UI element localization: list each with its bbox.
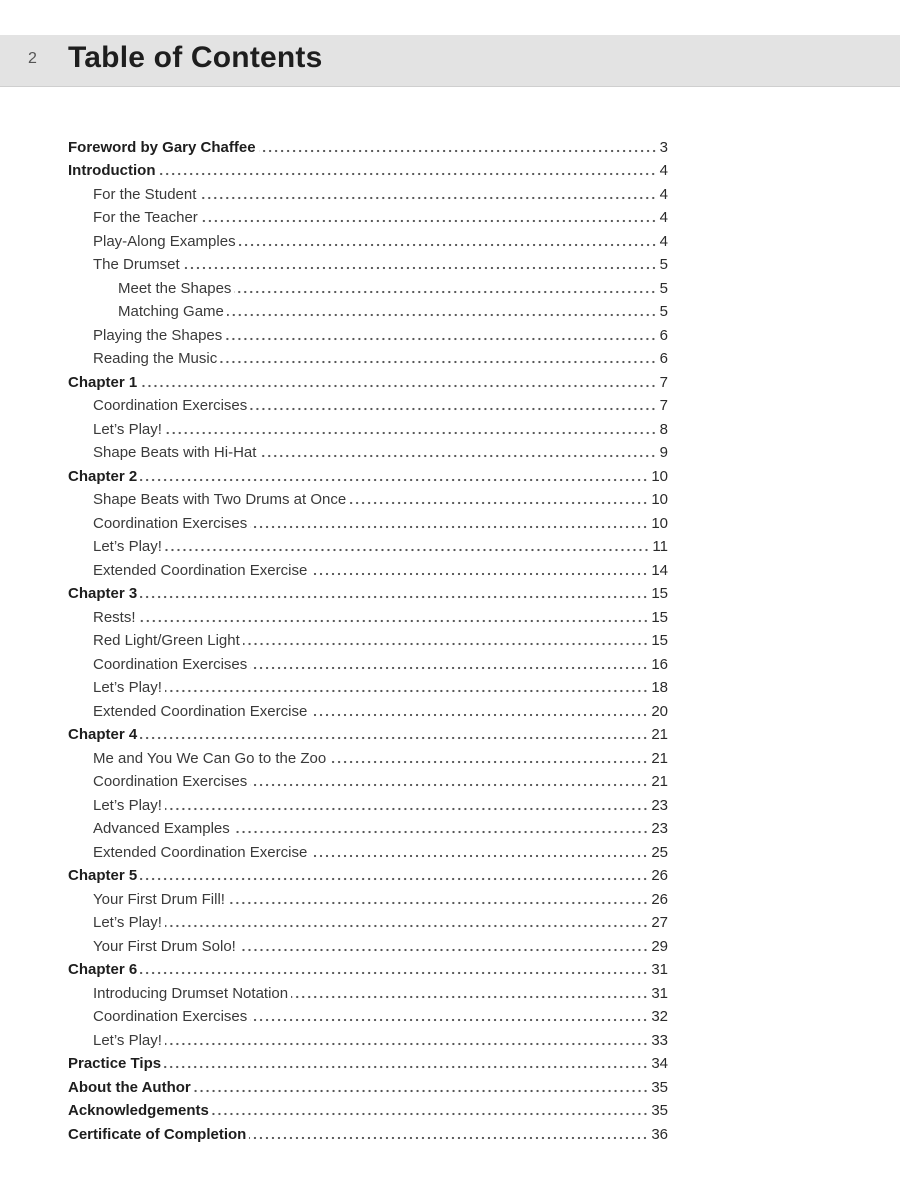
toc-entry[interactable] xyxy=(68,697,668,721)
toc-entry[interactable] xyxy=(68,133,668,157)
toc-entry-page: 20 xyxy=(651,702,668,720)
toc-entry[interactable] xyxy=(68,1050,668,1074)
toc-entry-title: Let’s Play! xyxy=(93,796,162,814)
toc-entry-page: 36 xyxy=(651,1125,668,1143)
toc-entry[interactable] xyxy=(68,956,668,980)
toc-entry-page: 10 xyxy=(651,491,668,508)
toc-entry[interactable] xyxy=(68,462,668,486)
toc-entry[interactable] xyxy=(68,1026,668,1050)
toc-entry[interactable] xyxy=(68,909,668,933)
toc-entry-page: 4 xyxy=(659,162,668,179)
dot-leader xyxy=(234,290,656,294)
toc-entry-page: 35 xyxy=(651,1102,668,1119)
toc-entry-page: 31 xyxy=(651,961,668,978)
dot-leader xyxy=(194,1089,649,1093)
toc-entry-page: 5 xyxy=(659,279,668,297)
toc-entry[interactable] xyxy=(68,744,668,768)
toc-entry-page: 10 xyxy=(651,514,668,532)
dot-leader xyxy=(259,149,657,153)
toc-entry[interactable] xyxy=(68,815,668,839)
dot-leader xyxy=(310,854,648,858)
toc-entry-title: Let’s Play! xyxy=(93,1031,162,1049)
toc-entry-page: 15 xyxy=(651,585,668,602)
dot-leader xyxy=(139,619,649,623)
toc-entry-title: Coordination Exercises xyxy=(93,514,248,532)
toc-entry[interactable] xyxy=(68,157,668,181)
dot-leader xyxy=(199,196,656,200)
dot-leader xyxy=(310,572,648,576)
toc-entry-page: 34 xyxy=(651,1055,668,1072)
toc-entry-page: 26 xyxy=(651,890,668,908)
toc-entry-title: Extended Coordination Exercise xyxy=(93,561,308,579)
dot-leader xyxy=(158,172,656,176)
toc-entry-title: For the Student xyxy=(93,185,197,203)
toc-entry-title: Extended Coordination Exercise xyxy=(93,702,308,720)
toc-entry-title: Coordination Exercises xyxy=(93,655,248,673)
toc-entry[interactable] xyxy=(68,932,668,956)
toc-entry-page: 11 xyxy=(652,538,668,555)
toc-entry-page: 32 xyxy=(651,1008,668,1025)
toc-entry[interactable] xyxy=(68,1097,668,1121)
toc-entry[interactable] xyxy=(68,180,668,204)
toc-entry-title: Your First Drum Fill! xyxy=(93,890,225,908)
dot-leader xyxy=(228,901,648,905)
dot-leader xyxy=(220,360,656,364)
dot-leader xyxy=(249,1136,648,1140)
dot-leader xyxy=(165,548,649,552)
toc-entry-page: 21 xyxy=(651,749,668,767)
toc-entry-title: About the Author xyxy=(68,1078,191,1096)
toc-entry-title: Chapter 2 xyxy=(68,467,138,485)
dot-leader xyxy=(140,595,648,599)
dot-leader xyxy=(259,454,656,458)
dot-leader xyxy=(140,736,648,740)
toc-entry[interactable] xyxy=(68,791,668,815)
toc-entry[interactable] xyxy=(68,979,668,1003)
dot-leader xyxy=(225,337,656,341)
dot-leader xyxy=(250,1018,648,1022)
toc-entry-title: Extended Coordination Exercise xyxy=(93,843,308,861)
toc-entry-title: Playing the Shapes xyxy=(93,326,223,344)
toc-entry[interactable] xyxy=(68,321,668,345)
toc-entry-title: Rests! xyxy=(93,608,136,626)
dot-leader xyxy=(140,384,656,388)
dot-leader xyxy=(329,760,648,764)
toc-entry[interactable] xyxy=(68,274,668,298)
toc-entry[interactable] xyxy=(68,556,668,580)
toc-entry[interactable] xyxy=(68,838,668,862)
toc-entry[interactable] xyxy=(68,1073,668,1097)
toc-entry-page: 4 xyxy=(659,185,668,203)
toc-entry-title: Shape Beats with Hi-Hat xyxy=(93,444,257,461)
toc-entry-title: Let’s Play! xyxy=(93,914,162,931)
toc-entry[interactable] xyxy=(68,768,668,792)
dot-leader xyxy=(140,877,648,881)
toc-entry-page: 29 xyxy=(651,937,668,955)
toc-entry-title: Introducing Drumset Notation xyxy=(93,984,289,1002)
toc-entry-title: Advanced Examples xyxy=(93,820,230,837)
toc-entry[interactable] xyxy=(68,509,668,533)
dot-leader xyxy=(239,243,657,247)
toc-entry-page: 15 xyxy=(651,632,668,649)
dot-leader xyxy=(165,689,648,693)
dot-leader xyxy=(310,713,648,717)
toc-entry-title: Let’s Play! xyxy=(93,538,162,555)
dot-leader xyxy=(291,995,648,999)
toc-entry-title: For the Teacher xyxy=(93,209,198,226)
dot-leader xyxy=(227,313,657,317)
dot-leader xyxy=(164,1065,648,1069)
toc-entry[interactable] xyxy=(68,392,668,416)
toc-entry-page: 9 xyxy=(659,444,668,461)
dot-leader xyxy=(349,501,648,505)
toc-entry-title: Certificate of Completion xyxy=(68,1125,247,1143)
toc-entry-title: Chapter 6 xyxy=(68,961,138,978)
toc-entry[interactable] xyxy=(68,674,668,698)
toc-entry[interactable] xyxy=(68,862,668,886)
toc-entry-page: 7 xyxy=(659,373,668,391)
toc-entry-title: Let’s Play! xyxy=(93,679,162,696)
toc-entry-title: The Drumset xyxy=(93,256,180,273)
dot-leader xyxy=(165,807,648,811)
dot-leader xyxy=(250,525,648,529)
toc-entry-title: Foreword by Gary Chaffee xyxy=(68,138,256,156)
toc-entry[interactable] xyxy=(68,627,668,651)
toc-entry-title: Coordination Exercises xyxy=(93,397,248,414)
toc-entry-page: 35 xyxy=(651,1078,668,1096)
toc-entry-page: 5 xyxy=(659,256,668,273)
toc-entry-page: 5 xyxy=(659,303,668,320)
dot-leader xyxy=(165,1042,648,1046)
toc-entry-page: 10 xyxy=(651,467,668,485)
toc-entry-page: 4 xyxy=(659,209,668,226)
toc-entry-page: 25 xyxy=(651,843,668,861)
toc-entry-title: Matching Game xyxy=(118,303,224,320)
toc-entry[interactable] xyxy=(68,227,668,251)
table-of-contents xyxy=(68,133,668,1144)
toc-entry[interactable] xyxy=(68,204,668,228)
toc-entry-title: Meet the Shapes xyxy=(118,279,232,297)
toc-entry-title: Chapter 3 xyxy=(68,585,138,602)
toc-entry[interactable] xyxy=(68,345,668,369)
toc-entry-page: 6 xyxy=(659,350,668,367)
toc-entry-page: 21 xyxy=(651,726,668,743)
dot-leader xyxy=(212,1112,648,1116)
toc-entry[interactable] xyxy=(68,603,668,627)
dot-leader xyxy=(140,478,648,482)
dot-leader xyxy=(250,407,656,411)
dot-leader xyxy=(243,642,649,646)
toc-entry[interactable] xyxy=(68,1003,668,1027)
toc-entry-page: 33 xyxy=(651,1031,668,1049)
toc-entry-page: 31 xyxy=(651,984,668,1002)
toc-entry[interactable] xyxy=(68,885,668,909)
toc-entry-title: Chapter 4 xyxy=(68,726,138,743)
toc-entry-title: Practice Tips xyxy=(68,1055,162,1072)
dot-leader xyxy=(250,666,648,670)
toc-entry-title: Introduction xyxy=(68,162,156,179)
toc-entry-page: 23 xyxy=(651,796,668,814)
toc-entry[interactable] xyxy=(68,650,668,674)
dot-leader xyxy=(239,948,648,952)
toc-entry[interactable] xyxy=(68,1120,668,1144)
toc-entry-page: 21 xyxy=(651,773,668,790)
toc-entry-title: Shape Beats with Two Drums at Once xyxy=(93,491,347,508)
dot-leader xyxy=(250,783,648,787)
toc-entry-title: Coordination Exercises xyxy=(93,773,248,790)
toc-entry[interactable] xyxy=(68,439,668,463)
toc-entry[interactable] xyxy=(68,580,668,604)
toc-entry-page: 6 xyxy=(659,326,668,344)
toc-entry-title: Acknowledgements xyxy=(68,1102,209,1119)
toc-entry-page: 7 xyxy=(659,397,668,414)
toc-entry-page: 8 xyxy=(659,420,668,438)
toc-entry[interactable] xyxy=(68,298,668,322)
dot-leader xyxy=(165,431,657,435)
toc-entry[interactable] xyxy=(68,368,668,392)
toc-entry-title: Chapter 5 xyxy=(68,867,138,884)
toc-entry-title: Your First Drum Solo! xyxy=(93,937,236,955)
toc-entry-page: 18 xyxy=(651,679,668,696)
dot-leader xyxy=(165,924,648,928)
toc-entry-title: Chapter 1 xyxy=(68,373,138,391)
toc-entry-page: 14 xyxy=(651,561,668,579)
toc-entry-title: Red Light/Green Light xyxy=(93,632,240,649)
toc-entry-page: 26 xyxy=(651,867,668,884)
toc-entry[interactable] xyxy=(68,533,668,557)
toc-entry[interactable] xyxy=(68,251,668,275)
toc-entry-title: Play-Along Examples xyxy=(93,232,236,250)
dot-leader xyxy=(183,266,657,270)
dot-leader xyxy=(233,830,649,834)
toc-entry-page: 27 xyxy=(651,914,668,931)
toc-entry-page: 4 xyxy=(659,232,668,250)
toc-entry-title: Reading the Music xyxy=(93,350,218,367)
toc-entry-page: 15 xyxy=(651,608,668,626)
toc-entry[interactable] xyxy=(68,415,668,439)
toc-entry-page: 3 xyxy=(659,138,668,156)
toc-entry-page: 23 xyxy=(651,820,668,837)
toc-entry[interactable] xyxy=(68,486,668,510)
toc-entry-title: Me and You We Can Go to the Zoo xyxy=(93,749,327,767)
toc-entry-title: Let’s Play! xyxy=(93,420,162,438)
toc-entry-title: Coordination Exercises xyxy=(93,1008,248,1025)
toc-entry-page: 16 xyxy=(651,655,668,673)
dot-leader xyxy=(140,971,648,975)
dot-leader xyxy=(201,219,657,223)
page-title: Table of Contents xyxy=(68,41,323,74)
toc-entry[interactable] xyxy=(68,721,668,745)
page-number: 2 xyxy=(28,50,37,67)
